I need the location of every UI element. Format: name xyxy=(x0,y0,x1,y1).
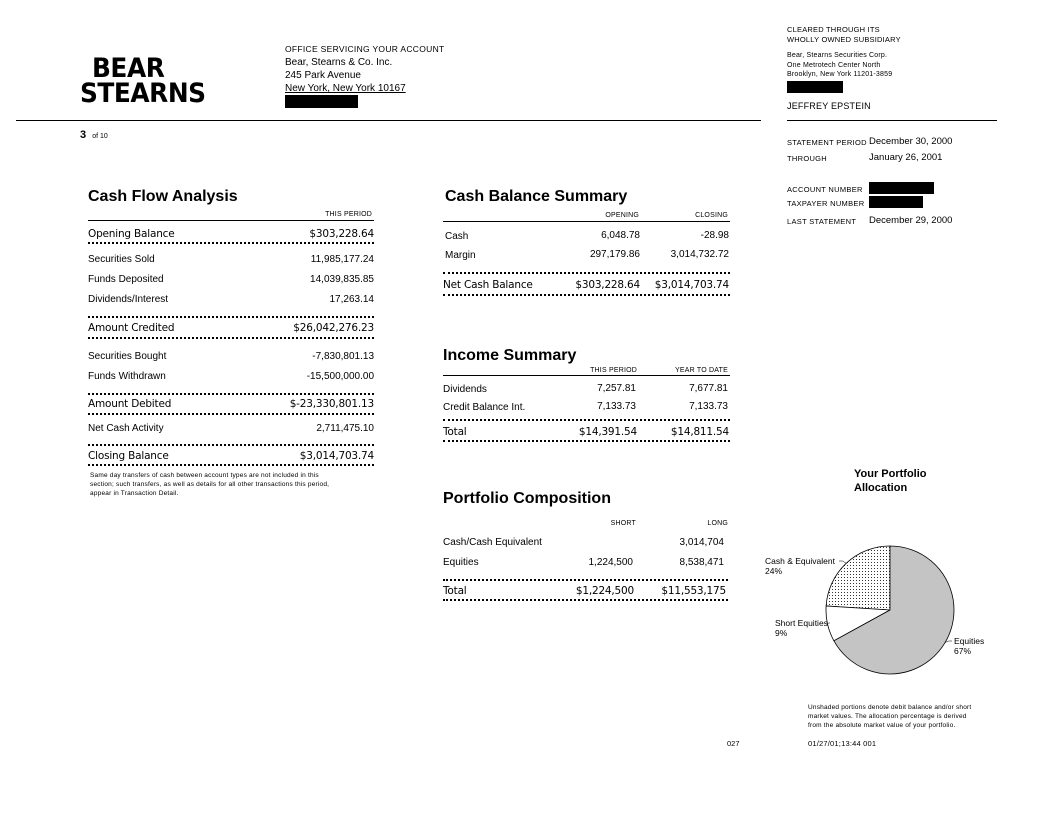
net-cash-balance-closing: $3,014,703.74 xyxy=(654,279,729,291)
pie-pct-equities: 67% xyxy=(954,646,972,656)
pie-pct-short-equities: 9% xyxy=(775,628,788,638)
divider xyxy=(443,440,730,442)
equities-short: 1,224,500 xyxy=(588,557,633,568)
funds-withdrawn-value: -15,500,000.00 xyxy=(306,371,374,382)
pie-label-short-equities: Short Equities xyxy=(775,618,828,628)
dividends-interest-value: 17,263.14 xyxy=(329,294,374,305)
client-name: JEFFREY EPSTEIN xyxy=(787,101,871,111)
redacted-taxpayer-number xyxy=(869,196,923,208)
office-line-2: 245 Park Avenue xyxy=(285,70,361,81)
note-line-1: Same day transfers of cash between account types are not included in this xyxy=(90,472,319,479)
closing-balance-value: $3,014,703.74 xyxy=(299,450,374,462)
divider xyxy=(88,464,374,466)
opening-balance-label: Opening Balance xyxy=(88,228,175,240)
dividends-period-value: 7,257.81 xyxy=(597,383,636,394)
securities-bought-value: -7,830,801.13 xyxy=(312,351,374,362)
statement-period-label: STATEMENT PERIOD xyxy=(787,138,867,147)
portfolio-total-label: Total xyxy=(443,585,467,597)
divider xyxy=(443,294,730,296)
divider xyxy=(443,272,730,274)
securities-sold-value: 11,985,177.24 xyxy=(310,254,374,265)
equities-long: 8,538,471 xyxy=(679,557,724,568)
page-code: 027 xyxy=(727,739,740,748)
income-summary-section xyxy=(443,347,730,445)
margin-closing-value: 3,014,732.72 xyxy=(670,249,729,260)
page-current: 3 xyxy=(80,129,87,141)
pie-label-equities: Equities xyxy=(954,636,985,646)
net-cash-activity-label: Net Cash Activity xyxy=(88,423,164,434)
portfolio-composition-title: Portfolio Composition xyxy=(443,490,611,507)
cash-flow-note xyxy=(90,471,374,498)
divider xyxy=(443,599,728,601)
subsidiary-line-1: Bear, Stearns Securities Corp. xyxy=(787,52,888,59)
office-title: OFFICE SERVICING YOUR ACCOUNT xyxy=(285,44,445,54)
redacted-block xyxy=(285,95,358,108)
logo-line-2: STEARNS xyxy=(80,78,206,109)
allocation-note-line-2: market values. The allocation percentage is derived xyxy=(808,713,967,720)
margin-opening-value: 297,179.86 xyxy=(589,249,640,260)
cleared-line-2: WHOLLY OWNED SUBSIDIARY xyxy=(787,34,901,44)
taxpayer-number-label: TAXPAYER NUMBER xyxy=(787,199,865,208)
divider xyxy=(443,579,728,581)
allocation-title-line-2: Allocation xyxy=(854,482,908,494)
amount-credited-label: Amount Credited xyxy=(88,322,175,334)
funds-withdrawn-label: Funds Withdrawn xyxy=(88,371,166,382)
this-period-col-header: THIS PERIOD xyxy=(590,367,637,374)
header-divider xyxy=(16,120,761,121)
cash-flow-title: Cash Flow Analysis xyxy=(88,188,238,205)
funds-deposited-label: Funds Deposited xyxy=(88,274,164,285)
cleared-line-1: CLEARED THROUGH ITS xyxy=(787,25,880,34)
divider xyxy=(88,413,374,415)
income-total-period: $14,391.54 xyxy=(578,426,637,438)
closing-balance-label: Closing Balance xyxy=(88,450,169,462)
cash-closing-value: -28.98 xyxy=(700,230,729,241)
divider xyxy=(443,221,730,222)
account-number-label: ACCOUNT NUMBER xyxy=(787,185,863,194)
pie-label-cash-equivalent: Cash & Equivalent xyxy=(765,556,835,566)
credit-balance-int-period: 7,133.73 xyxy=(597,401,636,412)
divider xyxy=(88,316,374,318)
securities-sold-label: Securities Sold xyxy=(88,254,155,265)
bear-stearns-logo xyxy=(80,53,206,109)
equities-label: Equities xyxy=(443,557,479,568)
office-line-3: New York, New York 10167 xyxy=(285,83,406,94)
dividends-ytd-value: 7,677.81 xyxy=(689,383,728,394)
note-line-3: appear in Transaction Detail. xyxy=(90,490,179,497)
allocation-note-line-3: from the absolute market value of your portfolio. xyxy=(808,722,956,729)
cash-flow-section xyxy=(88,188,374,508)
print-timestamp: 01/27/01;13:44 001 xyxy=(808,739,877,748)
cash-equivalent-label: Cash/Cash Equivalent xyxy=(443,537,542,548)
credit-balance-int-ytd: 7,133.73 xyxy=(689,401,728,412)
cleared-through-block xyxy=(787,25,901,44)
allocation-note-line-1: Unshaded portions denote debit balance and/or short xyxy=(808,704,972,711)
office-line-1: Bear, Stearns & Co. Inc. xyxy=(285,57,393,68)
office-address-block xyxy=(285,43,445,108)
logo-line-1: BEAR xyxy=(91,53,165,84)
dividends-interest-label: Dividends/Interest xyxy=(88,294,169,305)
amount-debited-label: Amount Debited xyxy=(88,398,172,410)
note-line-2: section; such transfers, as well as details for all other transactions this period, xyxy=(90,481,330,488)
page-of: of 10 xyxy=(92,133,108,140)
subsidiary-line-3: Brooklyn, New York 11201-3859 xyxy=(787,71,893,78)
redacted-block xyxy=(787,81,843,93)
right-divider xyxy=(787,120,997,121)
year-to-date-col-header: YEAR TO DATE xyxy=(675,367,728,374)
divider xyxy=(443,375,730,376)
divider xyxy=(88,242,374,244)
divider xyxy=(88,393,374,395)
leader-line-cash-equivalent xyxy=(839,561,846,563)
credit-balance-int-label: Credit Balance Int. xyxy=(443,402,526,413)
margin-label: Margin xyxy=(445,250,476,261)
through-value: January 26, 2001 xyxy=(869,152,943,163)
income-summary-title: Income Summary xyxy=(443,347,577,364)
pie-pct-cash-equivalent: 24% xyxy=(765,566,783,576)
through-label: THROUGH xyxy=(787,154,828,163)
funds-deposited-value: 14,039,835.85 xyxy=(310,274,374,285)
portfolio-total-long: $11,553,175 xyxy=(661,585,726,597)
amount-debited-value: $-23,330,801.13 xyxy=(289,398,374,410)
securities-bought-label: Securities Bought xyxy=(88,351,167,362)
long-col-header: LONG xyxy=(707,520,728,527)
divider xyxy=(88,337,374,339)
cash-balance-section xyxy=(443,188,730,300)
cash-equivalent-long: 3,014,704 xyxy=(679,537,724,548)
last-statement-label: LAST STATEMENT xyxy=(787,217,857,226)
statement-period-value: December 30, 2000 xyxy=(869,136,953,147)
portfolio-composition-section xyxy=(443,490,728,604)
income-total-label: Total xyxy=(443,426,467,438)
allocation-pie-chart xyxy=(756,540,996,680)
cash-balance-title: Cash Balance Summary xyxy=(445,188,628,205)
short-col-header: SHORT xyxy=(610,520,636,527)
opening-balance-value: $303,228.64 xyxy=(309,228,374,240)
closing-col-header: CLOSING xyxy=(695,212,728,219)
cash-label: Cash xyxy=(445,231,469,242)
opening-col-header: OPENING xyxy=(605,212,639,219)
subsidiary-line-2: One Metrotech Center North xyxy=(787,61,881,69)
portfolio-total-short: $1,224,500 xyxy=(575,585,634,597)
income-total-ytd: $14,811.54 xyxy=(670,426,729,438)
cash-flow-col-header: THIS PERIOD xyxy=(325,211,372,218)
net-cash-activity-value: 2,711,475.10 xyxy=(316,423,374,434)
redacted-account-number xyxy=(869,182,934,194)
allocation-title-line-1: Your Portfolio xyxy=(854,468,927,480)
divider xyxy=(88,220,374,221)
allocation-title xyxy=(854,467,927,495)
cash-opening-value: 6,048.78 xyxy=(601,230,640,241)
last-statement-value: December 29, 2000 xyxy=(869,215,953,226)
dividends-label: Dividends xyxy=(443,384,487,395)
subsidiary-address xyxy=(787,51,892,80)
divider xyxy=(88,444,374,446)
page-number xyxy=(80,129,108,141)
pie-slice-cash-equivalent xyxy=(826,546,890,610)
amount-credited-value: $26,042,276.23 xyxy=(293,322,374,334)
net-cash-balance-label: Net Cash Balance xyxy=(443,279,533,291)
allocation-note xyxy=(808,703,998,730)
net-cash-balance-opening: $303,228.64 xyxy=(575,279,640,291)
divider xyxy=(443,419,730,421)
